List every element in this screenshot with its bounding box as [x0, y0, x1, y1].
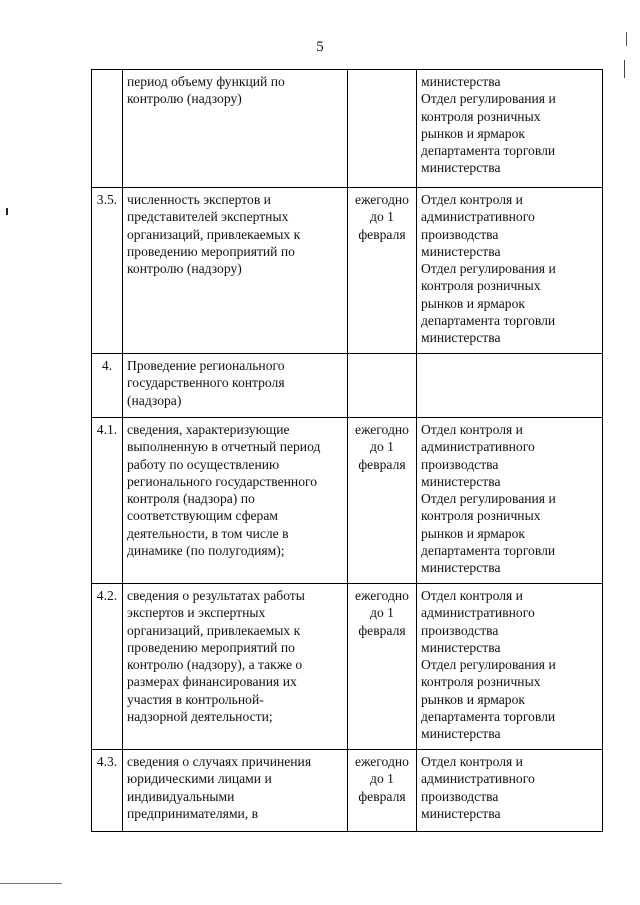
- item-responsible-cell: министерства Отдел регулирования и контроля розничных рынков и ярмарок департамента торговли министерства: [417, 70, 603, 188]
- section-title-cell: Проведение регионального государственного контроля (надзора): [123, 354, 348, 418]
- item-responsible-cell: [417, 354, 603, 418]
- page-number: 5: [316, 39, 324, 55]
- item-responsible-cell: Отдел контроля и административного производства министерства Отдел регулирования и контроля розничных рынков и ярмарок департамента торговли министерства: [417, 418, 603, 584]
- item-deadline-cell: ежегодно до 1 февраля: [348, 584, 417, 750]
- footer-rule: [0, 883, 62, 884]
- section-number-cell: 4.: [92, 354, 123, 418]
- table-row: [92, 750, 603, 832]
- item-number-cell: 3.5.: [92, 188, 123, 354]
- item-deadline-cell: [348, 354, 417, 418]
- item-description-cell: период объему функций по контролю (надзору): [123, 70, 348, 188]
- reporting-table: [91, 69, 603, 832]
- table-row: [92, 584, 603, 750]
- table-row: [92, 70, 603, 188]
- item-responsible-cell: Отдел контроля и административного производства министерства: [417, 750, 603, 832]
- item-number-cell: 4.2.: [92, 584, 123, 750]
- item-description-cell: сведения о случаях причинения юридическими лицами и индивидуальными предпринимателями, в: [123, 750, 348, 832]
- scan-artifact-mark: [6, 208, 8, 215]
- table-row: [92, 188, 603, 354]
- item-responsible-cell: Отдел контроля и административного производства министерства Отдел регулирования и контроля розничных рынков и ярмарок департамента торговли министерства: [417, 584, 603, 750]
- table-row: [92, 418, 603, 584]
- scan-artifact-mark: [624, 60, 625, 78]
- item-deadline-cell: ежегодно до 1 февраля: [348, 418, 417, 584]
- item-deadline-cell: [348, 70, 417, 188]
- item-number-cell: 4.3.: [92, 750, 123, 832]
- item-responsible-cell: Отдел контроля и административного производства министерства Отдел регулирования и контроля розничных рынков и ярмарок департамента торговли министерства: [417, 188, 603, 354]
- item-description-cell: сведения, характеризующие выполненную в отчетный период работу по осуществлению регионального государственного контроля (надзора) по соответствующим сферам деятельности, в том числе в динамике (по полугодиям);: [123, 418, 348, 584]
- item-deadline-cell: ежегодно до 1 февраля: [348, 188, 417, 354]
- item-deadline-cell: ежегодно до 1 февраля: [348, 750, 417, 832]
- item-description-cell: численность экспертов и представителей экспертных организаций, привлекаемых к проведению мероприятий по контролю (надзору): [123, 188, 348, 354]
- item-number-cell: [92, 70, 123, 188]
- scan-artifact-mark: [626, 32, 627, 46]
- item-description-cell: сведения о результатах работы экспертов и экспертных организаций, привлекаемых к проведению мероприятий по контролю (надзору), а также о размерах финансирования их участия в контрольной- надзорной деятельности;: [123, 584, 348, 750]
- item-number-cell: 4.1.: [92, 418, 123, 584]
- table-row: [92, 354, 603, 418]
